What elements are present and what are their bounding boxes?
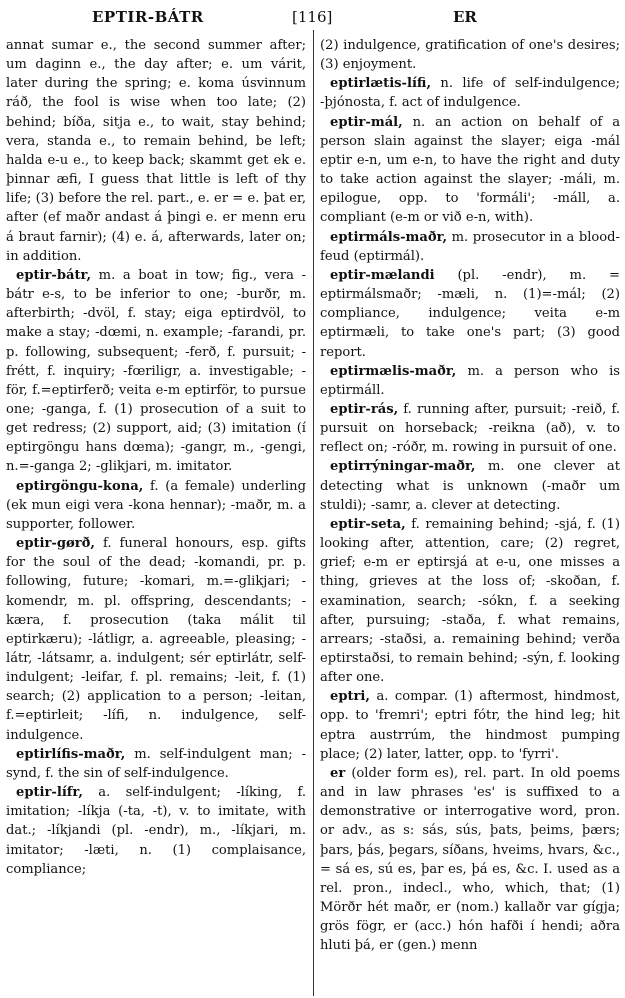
page-header (0, 6, 625, 32)
dictionary-entry (6, 745, 306, 783)
column-divider (313, 30, 314, 996)
entry-body: n. an action on behalf of a person slain against the slayer; eiga -mál eptir e-n, um e-n, to have the right and duty to take action against the slayer; -máli, m. epilogue, opp. to 'formáli'; -máll, a. compliant (e-m or við e-n, with). (320, 114, 620, 226)
entry-headword: eptir-bátr, (16, 267, 92, 283)
entry-body: (older form es), rel. part. In old poems and in law phrases 'es' is suffixed to a demonstrative or interrogative word, pron. or adv., as s: sás, sús, þats, þeims, þærs; þars, þás, þegars, síðans, hveims, hvars, &c., = sá es, sú es, þar es, þá es, &c. I. used as a rel. pron., indecl., who, which, that; (1) Mörðr hét maðr, er (nom.) kallaðr var gígja; grös fögr, er (acc.) hón hafði í hendi; aðra hluti þá, er (gen.) menn (320, 765, 620, 954)
entry-headword: eptir-gørð, (16, 536, 95, 552)
entry-headword: eptir-lífr, (16, 785, 83, 801)
entry-body: m. prosecutor in a blood-feud (eptirmál). (320, 229, 620, 264)
entry-headword: eptir-mál, (330, 114, 403, 130)
dictionary-entry (320, 764, 620, 956)
dictionary-entry (320, 113, 620, 228)
header-right-guideword: ER (453, 8, 477, 26)
entry-headword: eptirlætis-lífi, (330, 76, 432, 92)
right-column (320, 36, 620, 956)
entry-headword: eptir-rás, (330, 401, 399, 417)
dictionary-entry (6, 534, 306, 745)
entry-body: m. a boat in tow; fig., vera -bátr e-s, to be inferior to one; -burðr, m. afterbirth; -dvöl, f. stay; eiga eptirdvöl, to make a stay; -dœmi, n. example; -farandi, pr. p. following, subsequent; -ferð, f. pursuit; -frétt, f. inquiry; -fœriligr, a. investigable; -för, f.=eptirferð; veita e-m eptirför, to pursue one; -ganga, f. (1) prosecution of a suit to get redress; (2) support, aid; (3) imitation (í eptirgöngu hans dœma); -gangr, m., -gengi, n.=-ganga 2; -glikjari, m. imitator. (6, 267, 307, 475)
dictionary-entry (320, 400, 620, 457)
header-page-number: [116] (292, 8, 333, 26)
dictionary-entry (320, 687, 620, 764)
dictionary-entry (320, 36, 620, 74)
header-left-guideword: EPTIR-BÁTR (92, 8, 204, 26)
dictionary-entry (320, 266, 620, 362)
entry-body: m. one clever at detecting what is unknown (-maðr um stuldi); -samr, a. clever at detecting. (320, 459, 620, 513)
dictionary-entry (320, 74, 620, 112)
entry-headword: eptirmáls-maðr, (330, 229, 448, 245)
entry-body: n. life of self-indulgence; -þjónosta, f. act of indulgence. (320, 76, 620, 111)
left-column (6, 36, 306, 879)
entry-headword: eptri, (330, 689, 370, 705)
dictionary-entry (320, 362, 620, 400)
dictionary-entry (320, 457, 620, 514)
entry-body: annat sumar e., the second summer after; um daginn e., the day after; e. um várit, later during the spring; e. koma úsvinnum ráð, the fool is wise when too late; (2) behind; bíða, sitja e., to wait, stay behind; vera, standa e., to remain behind, be left; halda e-u e., to keep back; skammt get ek e. þinnar æfi, I guess that little is left of thy life; (3) before the rel. part., e. er = e. þat er, after (ef maðr andast á þingi e. er menn eru á braut farnir); (4) e. á, afterwards, later on; in addition. (6, 38, 306, 264)
entry-body: m. a person who is eptirmáll. (320, 363, 620, 398)
entry-headword: eptir-seta, (330, 516, 406, 532)
entry-body: f. running after, pursuit; -reið, f. pursuit on horseback; -reikna (að), v. to reflect on; -róðr, m. rowing in pursuit of one. (320, 401, 620, 456)
entry-body: a. compar. (1) aftermost, hindmost, opp. to 'fremri'; eptri fótr, the hind leg; hit eptra austrrúm, the hindmost pumping place; (2) later, latter, opp. to 'fyrri'. (320, 689, 620, 762)
entry-body: (pl. -endr), m. = eptirmálsmaðr; -mæli, n. (1)=-mál; (2) compliance, indulgence; veita e-m eptirmæli, to take one's part; (3) good report. (320, 267, 620, 360)
entry-body: m. self-indulgent man; -synd, f. the sin of self-indulgence. (6, 746, 306, 781)
entry-headword: eptirmælis-maðr, (330, 363, 457, 379)
entry-headword: eptirrýningar-maðr, (330, 459, 476, 475)
entry-headword: eptir-mælandi (330, 267, 435, 283)
entry-body: f. remaining behind; -sjá, f. (1) looking after, attention, care; (2) regret, grief; e-m er eptirsjá at e-u, one misses a thing, grieves at the loss of; -skoðan, f. examination, search; -sókn, f. a seeking after, pursuing; -staða, f. what remains, arrears; -staðsi, a. remaining behind; verða eptirstaðsi, to remain behind; -sýn, f. looking after one. (320, 516, 620, 686)
dictionary-entry (320, 515, 620, 687)
dictionary-entry (320, 228, 620, 266)
entry-body: a. self-indulgent; -líking, f. imitation; -líkja (-ta, -t), v. to imitate, with dat.; -líkjandi (pl. -endr), m., -líkjari, m. imitator; -læti, n. (1) complaisance, compliance; (6, 785, 306, 877)
entry-headword: eptirlífis-maðr, (16, 746, 126, 762)
entry-headword: eptirgöngu-kona, (16, 478, 144, 494)
entry-headword: er (330, 765, 346, 781)
dictionary-entry (6, 477, 306, 534)
dictionary-entry (6, 783, 306, 879)
dictionary-entry (6, 36, 306, 266)
entry-body: (2) indulgence, gratification of one's desires; (3) enjoyment. (320, 38, 620, 73)
entry-body: f. (a female) underling (ek mun eigi vera -kona hennar); -maðr, m. a supporter, follower. (6, 478, 306, 532)
dictionary-entry (6, 266, 306, 477)
entry-body: f. funeral honours, esp. gifts for the soul of the dead; -komandi, pr. p. following, future; -komari, m.=-glikjari; -komendr, m. pl. offspring, descendants; -kæra, f. prosecution (taka málit til eptirkæru); -látligr, a. agreeable, pleasing; -látr, -látsamr, a. indulgent; sér eptirlátr, self-indulgent; -leifar, f. pl. remains; -leit, f. (1) search; (2) application to a person; -leitan, f.=eptirleit; -lífi, n. indulgence, self-indulgence. (6, 536, 306, 743)
